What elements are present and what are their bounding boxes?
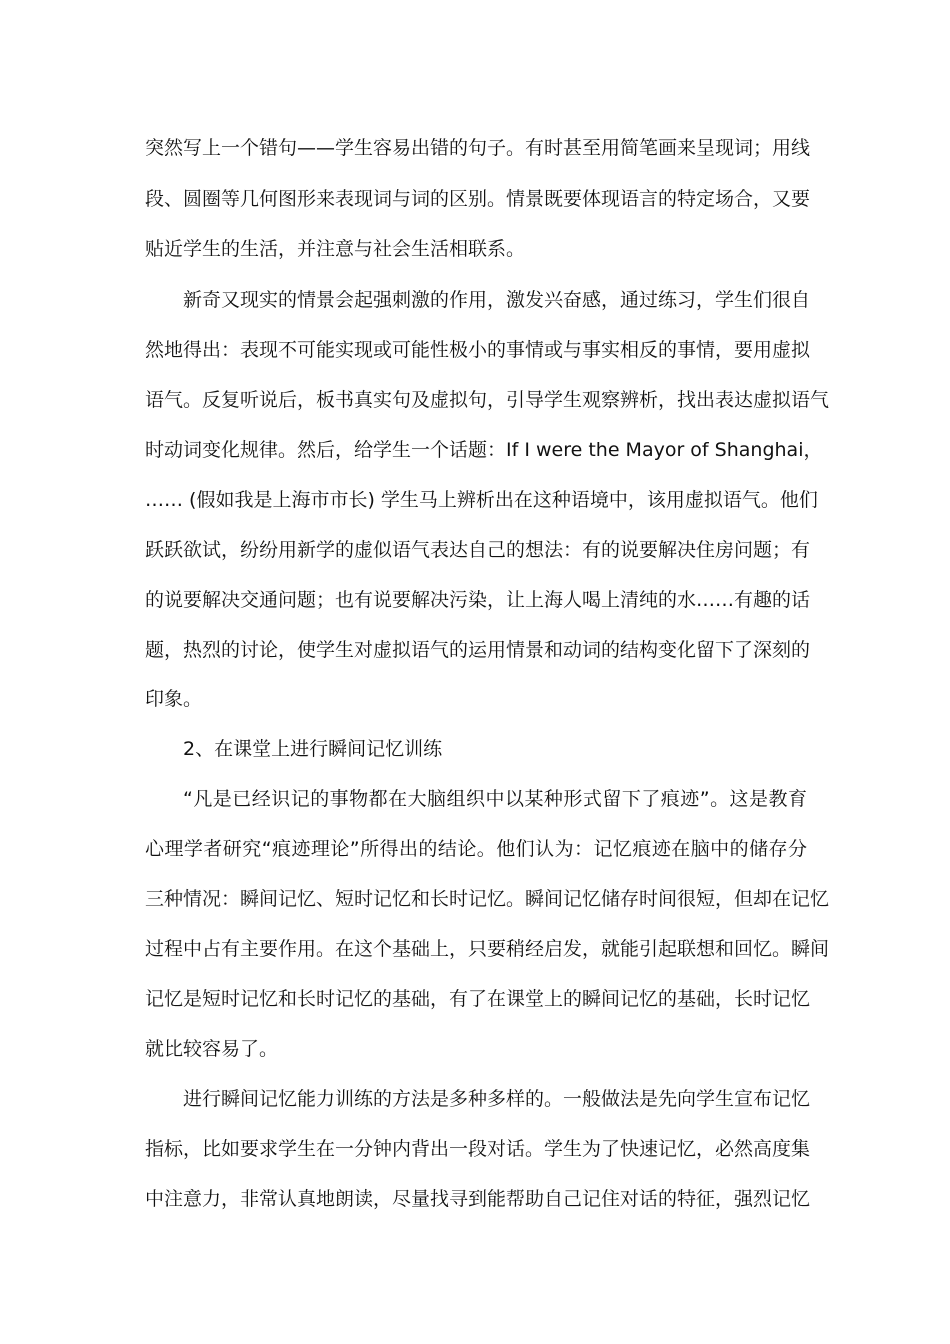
text-line: 时动词变化规律。然后，给学生一个话题：If I were the Mayor of Shanghai， [145,439,823,461]
text-line: 心理学者研究“痕迹理论”所得出的结论。他们认为：记忆痕迹在脑中的储存分 [145,838,807,860]
text-line: 中注意力，非常认真地朗读，尽量找寻到能帮助自己记住对话的特征，强烈记忆 [145,1188,811,1210]
text-line: 突然写上一个错句——学生容易出错的句子。有时甚至用简笔画来呈现词；用线 [145,137,811,159]
text-line: 就比较容易了。 [145,1038,279,1060]
text-line: 印象。 [145,688,203,710]
text-line: 段、圆圈等几何图形来表现词与词的区别。情景既要体现语言的特定场合，又要 [145,188,811,210]
section-heading: 2、在课堂上进行瞬间记忆训练 [183,738,443,760]
text-line: 题，热烈的讨论，使学生对虚拟语气的运用情景和动词的结构变化留下了深刻的 [145,639,811,661]
paragraph-first-line: “凡是已经识记的事物都在大脑组织中以某种形式留下了痕迹”。这是教育 [183,788,807,810]
text-line: 语气。反复听说后，板书真实句及虚拟句，引导学生观察辨析，找出表达虚拟语气 [145,389,830,411]
text-line: 的说要解决交通问题；也有说要解决污染，让上海人喝上清纯的水……有趣的话 [145,589,811,611]
text-line: 跃跃欲试，纷纷用新学的虚似语气表达自己的想法：有的说要解决住房问题；有 [145,539,811,561]
text-line: 指标，比如要求学生在一分钟内背出一段对话。学生为了快速记忆，必然高度集 [145,1138,811,1160]
text-line: 贴近学生的生活，并注意与社会生活相联系。 [145,238,526,260]
text-line: 记忆是短时记忆和长时记忆的基础，有了在课堂上的瞬间记忆的基础，长时记忆 [145,988,811,1010]
paragraph-first-line: 新奇又现实的情景会起强刺激的作用，激发兴奋感，通过练习，学生们很自 [183,289,811,311]
paragraph-first-line: 进行瞬间记忆能力训练的方法是多种多样的。一般做法是先向学生宣布记忆 [183,1088,811,1110]
text-line: 过程中占有主要作用。在这个基础上，只要稍经启发，就能引起联想和回忆。瞬间 [145,938,830,960]
text-line: 然地得出：表现不可能实现或可能性极小的事情或与事实相反的事情，要用虚拟 [145,339,811,361]
text-line: …… (假如我是上海市市长) 学生马上辨析出在这种语境中，该用虚拟语气。他们 [145,489,818,511]
text-line: 三种情况：瞬间记忆、短时记忆和长时记忆。瞬间记忆储存时间很短，但却在记忆 [145,888,830,910]
